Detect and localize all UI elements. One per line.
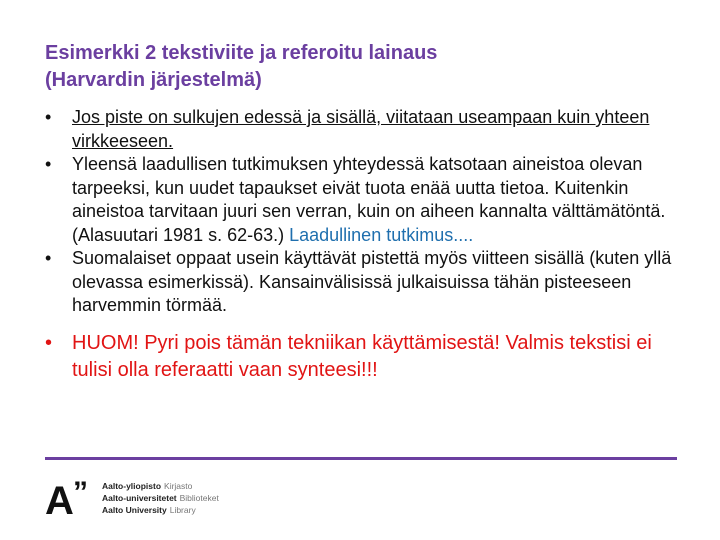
logo-quote: ” (73, 480, 88, 509)
divider (45, 457, 677, 460)
aalto-logo-mark (45, 480, 97, 516)
bullet-dot: • (45, 154, 52, 174)
logo-line-left: Aalto University (102, 505, 167, 515)
reference-link[interactable]: Laadullinen tutkimus.... (289, 224, 474, 245)
logo-line-right: Biblioteket (179, 493, 219, 503)
title-line-2: (Harvardin järjestelmä) (45, 69, 262, 91)
logo-line-right: Library (169, 505, 196, 515)
bullet-text: Yleensä laadullisen tutkimuksen yhteydessä katsotaan aineistoa olevan tarpeeksi, kun uudet tapaukset eivät tuota enää uutta tietoa. Kuitenkin aineistoa tarvitaan juuri sen verran, kuin on aiheen kannalta välttämätöntä. (Alasuutari 1981 s. 62-63.) (72, 154, 666, 245)
logo-line-right: Kirjasto (164, 481, 193, 491)
bullet-dot: • (45, 248, 52, 268)
slide-title (45, 40, 685, 94)
logo-line-left: Aalto-yliopisto (102, 481, 162, 491)
list-item (45, 247, 695, 318)
logo-text (102, 480, 219, 516)
logo-line-left: Aalto-universitetet (102, 493, 177, 503)
bullet-dot: • (45, 331, 53, 354)
title-line-1: Esimerkki 2 tekstiviite ja referoitu lainaus (45, 42, 438, 64)
aalto-library-logo (45, 478, 345, 518)
list-item (45, 106, 695, 153)
bullet-text: Suomalaiset oppaat usein käyttävät pistettä myös viitteen sisällä (kuten yllä olevassa esimerkissä). Kansainvälisissä julkaisuissa tähän pisteeseen harvemmin törmää. (72, 248, 672, 315)
bullet-dot: • (45, 107, 52, 127)
list-item-warning (45, 330, 695, 384)
warning-text: HUOM! Pyri pois tämän tekniikan käyttämisestä! Valmis tekstisi ei tulisi olla referaatti vaan synteesi!!! (72, 331, 652, 381)
logo-letter: A (45, 480, 74, 516)
bullet-list (45, 106, 695, 384)
bullet-text: Jos piste on sulkujen edessä ja sisällä, viitataan useampaan kuin yhteen virkkeeseen. (72, 107, 650, 151)
list-item (45, 153, 695, 247)
